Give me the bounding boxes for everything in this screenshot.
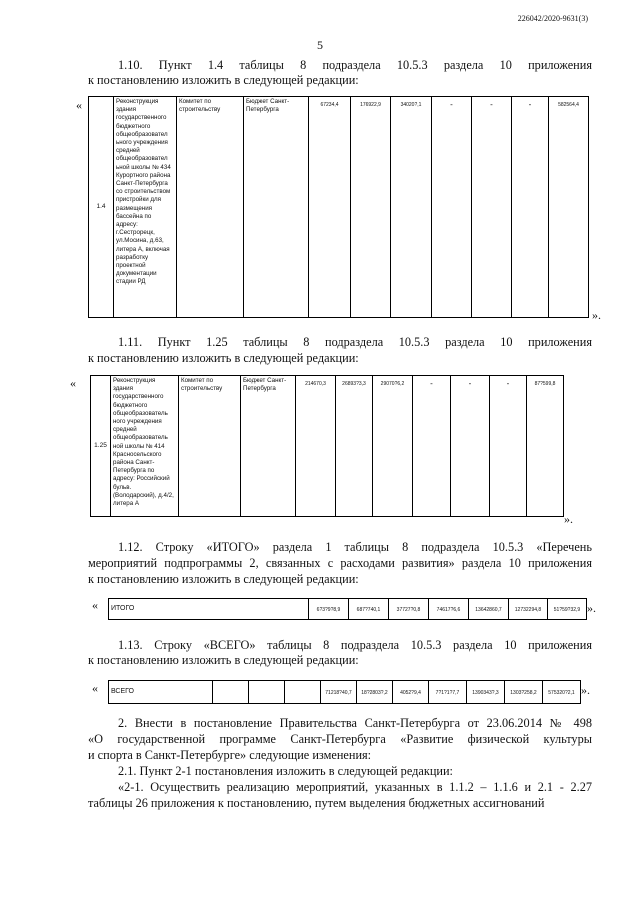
s111-line1: 1.11. Пункт 1.25 таблицы 8 подраздела 10.5.3 раздела 10 приложения <box>118 335 592 349</box>
vsego-value-7: 575320?2,1 <box>543 681 581 704</box>
s113-close-quote: ». <box>581 683 590 697</box>
row-source: Бюджет Санкт-Петербурга <box>244 97 309 318</box>
s2-line1: 2. Внести в постановление Правительства Санкт-Петербурга от 23.06.2014 № 498 <box>118 716 592 730</box>
document-number: 226042/2020-9631(3) <box>517 14 588 23</box>
s2-line5: «2-1. Осуществить реализацию мероприятий, указанных в 1.1.2 – 1.1.6 и 2.1 - 2.27 <box>118 780 592 794</box>
row-value-4: - <box>413 376 451 517</box>
row-value-4: - <box>432 97 472 318</box>
s110-line2: к постановлению изложить в следующей редакции: <box>88 73 359 87</box>
s2-line2: «О государственной программе Санкт-Петербурга «Развитие физической культуры <box>88 732 592 746</box>
s111-line2: к постановлению изложить в следующей редакции: <box>88 351 359 365</box>
row-executor: Комитет по строительству <box>177 97 244 318</box>
row-value-6: - <box>512 97 549 318</box>
s2-line4: 2.1. Пункт 2-1 постановления изложить в следующей редакции: <box>118 764 453 778</box>
itogo-value-7: 51?59?32,9 <box>548 599 587 620</box>
row-value-5: - <box>451 376 490 517</box>
table-row <box>109 681 581 704</box>
row-name: Реконструкция здания государственного бюджетного общеобразовател ьного учреждения средней общеобразовател ьной школы № 434 Курортного района Санкт-Петербурга со строительством пристройки для размещения бассейна по адресу: г.Сестрорецк, ул.Мосина, д.63, литера А, включая разработку проектной документации стадии РД <box>114 97 177 318</box>
s112-open-quote: « <box>92 598 98 612</box>
row-number: 1.4 <box>89 97 114 318</box>
itogo-value-2: 687?740,1 <box>349 599 389 620</box>
row-total: 87?599,8 <box>527 376 564 517</box>
s112-line1: 1.12. Строку «ИТОГО» раздела 1 таблицы 8 подраздела 10.5.3 «Перечень <box>118 540 592 554</box>
itogo-value-1: 6?3?9?8,9 <box>309 599 349 620</box>
table-total-itogo <box>108 598 587 620</box>
table-row <box>89 97 589 318</box>
s2-line6: таблицы 26 приложения к постановлению, путем выделения бюджетных ассигнований <box>88 796 545 810</box>
s111-close-quote: ». <box>564 512 573 526</box>
row-value-2: 26893?3,3 <box>336 376 373 517</box>
vsego-label: ВСЕГО <box>109 681 213 704</box>
table-total-vsego <box>108 680 581 704</box>
table-row <box>91 376 564 517</box>
itogo-value-3: 37727?0,8 <box>389 599 429 620</box>
row-value-3: 29070?6,2 <box>373 376 413 517</box>
itogo-value-5: 13642860,7 <box>469 599 509 620</box>
vsego-value-6: 1303?258,2 <box>505 681 543 704</box>
vsego-value-2: 18?2803?,2 <box>357 681 393 704</box>
vsego-value-3: 4052?9,4 <box>393 681 429 704</box>
vsego-empty-cell <box>249 681 285 704</box>
row-value-1: 214670,3 <box>296 376 336 517</box>
row-number: 1.25 <box>91 376 111 517</box>
table-item-1-4 <box>88 96 589 318</box>
s110-close-quote: ». <box>592 308 601 322</box>
s2-line3: и спорта в Санкт-Петербурге» следующие изменения: <box>88 748 372 762</box>
table-item-1-25 <box>90 375 564 517</box>
vsego-empty-cell <box>213 681 249 704</box>
row-total: 582564,4 <box>549 97 589 318</box>
row-value-5: - <box>472 97 512 318</box>
itogo-value-4: 74617?6,6 <box>429 599 469 620</box>
vsego-value-4: 7?1?1?7,7 <box>429 681 467 704</box>
s113-line1: 1.13. Строку «ВСЕГО» таблицы 8 подраздела 10.5.3 раздела 10 приложения <box>118 638 592 652</box>
row-value-3: 34020?,1 <box>391 97 432 318</box>
s110-line1: 1.10. Пункт 1.4 таблицы 8 подраздела 10.5.3 раздела 10 приложения <box>118 58 592 72</box>
s112-line2: мероприятий подпрограммы 2, связанных с расходами развития» раздела 10 приложения <box>88 556 592 570</box>
s113-line2: к постановлению изложить в следующей редакции: <box>88 653 359 667</box>
s111-open-quote: « <box>70 376 76 390</box>
vsego-value-1: 71218?40,7 <box>321 681 357 704</box>
itogo-value-6: 12732294,8 <box>509 599 548 620</box>
row-executor: Комитет по строительству <box>179 376 241 517</box>
vsego-value-5: 1390343?,3 <box>467 681 505 704</box>
row-value-6: - <box>490 376 527 517</box>
row-value-1: 67234,4 <box>309 97 351 318</box>
page-number: 5 <box>317 38 323 52</box>
itogo-label: ИТОГО <box>109 599 309 620</box>
vsego-empty-cell <box>285 681 321 704</box>
row-name: Реконструкция здания государственного бюджетного общеобразователь ного учреждения средней общеобразователь ной школы № 414 Красносельского района Санкт-Петербурга по адресу: Российский бульв. (Володарский), д.4/2, литера А <box>111 376 179 517</box>
s112-line3: к постановлению изложить в следующей редакции: <box>88 572 359 586</box>
s113-open-quote: « <box>92 681 98 695</box>
row-value-2: 176922,9 <box>351 97 391 318</box>
table-row <box>109 599 587 620</box>
row-source: Бюджет Санкт-Петербурга <box>241 376 296 517</box>
s110-open-quote: « <box>76 98 82 112</box>
s112-close-quote: ». <box>587 601 596 615</box>
